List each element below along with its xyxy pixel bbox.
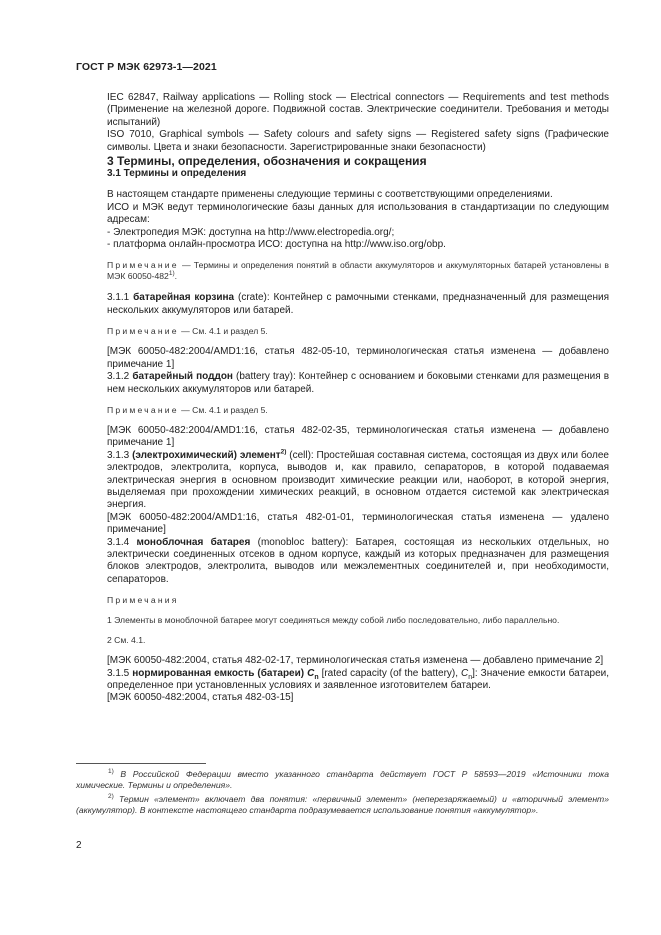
term-source: [МЭК 60050-482:2004/AMD1:16, статья 482-01-01, терминологическая статья изменена — удалено примечание]	[107, 511, 609, 536]
note-text: — Термины и определения понятий в области аккумуляторов и аккумуляторных батарей установлены в МЭК 60050-482	[107, 260, 609, 282]
term-source: [МЭК 60050-482:2004/AMD1:16, статья 482-05-10, терминологическая статья изменена — добавлено примечание 1]	[107, 346, 609, 370]
note-label: Примечание	[107, 260, 179, 271]
intro-paragraph-2: ИСО и МЭК ведут терминологические базы данных для использования в стандартизации по следующим адресам:	[107, 201, 609, 226]
database-list	[107, 227, 609, 252]
reference-iec-62847: IEC 62847, Railway applications — Rolling stock — Electrical connectors — Requirements and test methods (Применение на железной дороге. Подвижной состав. Электрические соединители. Требования и методы испытаний)	[107, 92, 609, 128]
term-name: батарейная корзина	[133, 292, 235, 304]
section-title: 3 Термины, определения, обозначения и сокращения	[107, 154, 427, 169]
footnote-1: $^{1)}$ В Российской Федерации вместо указанного стандарта действует ГОСТ Р 58593—2019 «Источники тока химические. Термины и определения».	[76, 768, 609, 790]
footnote-ref-2: 2)	[280, 448, 287, 456]
term-3-1-5: 3.1.5 нормированная емкость (батареи) $C_n$ [rated capacity (of the battery), $C_n$]: Значение емкости батареи, определенное при установленных условиях и заявленное изготовителем батареи.	[107, 667, 609, 691]
page-number: 2	[76, 840, 82, 851]
term-3-1-4: 3.1.4 моноблочная батарея (monobloc battery): Батарея, состоящая из нескольких отдельных, но электрически соединенных отсеков в одном корпусе, каждый из которых предназначен для размещения блоков электродов, электролита, выводов или межэлементных соединителей и, при необходимости, сепараторов.	[107, 536, 609, 585]
term-name: моноблочная батарея	[136, 536, 251, 548]
running-header: ГОСТ Р МЭК 62973-1—2021	[76, 61, 217, 73]
term-definition: (cell): Простейшая составная система, состоящая из двух или более электродов, электролита, корпуса, выводов и, как правило, сепараторов, в которой подаваемая электрическая энергия в основном производит химические реакции или, наоборот, в которой энергия, выделяемая при прохождении химических реакций, в основном отдается системой как электрическая энергия.	[107, 449, 609, 511]
page-body	[107, 92, 609, 705]
term-name: нормированная емкость (батареи)	[132, 667, 308, 679]
term-source: [МЭК 60050-482:2004/AMD1:16, статья 482-02-35, терминологическая статья изменена — добавлено примечание 1]	[107, 424, 609, 449]
term-definition: (crate): Контейнер с рамочными стенками, предназначенный для размещения нескольких аккумуляторов или батарей.	[107, 292, 610, 316]
term-definition: [rated capacity (of the battery),	[318, 667, 461, 679]
footnote-separator	[76, 763, 206, 764]
term-name: (электрохимический) элемент	[132, 449, 281, 461]
term-note-2: 2 См. 4.1.	[107, 635, 146, 646]
list-item: - платформа онлайн-просмотра ИСО: доступна на http://www.iso.org/obp.	[107, 239, 446, 251]
term-note: Примечание — См. 4.1 и раздел 5.	[107, 404, 268, 415]
term-name: батарейный поддон	[132, 371, 233, 383]
intro-paragraph-1: В настоящем стандарте применены следующие термины с соответствующими определениями.	[107, 189, 553, 201]
term-note-1: 1 Элементы в моноблочной батарее могут соединяться между собой либо последовательно, либо параллельно.	[107, 615, 560, 626]
term-3-1-3: 3.1.3 (электрохимический) элемент$^{2)}$ (cell): Простейшая составная система, состоящая из двух или более электродов, электролита, корпуса, выводов и, как правило, сепараторов, в которой подаваемая электрическая энергия в основном производит химические реакции или, наоборот, в которой энергия, выделяемая при прохождении химических реакций, в основном отдается системой как электрическая энергия.	[107, 448, 609, 511]
normative-references-continued	[107, 92, 609, 154]
term-3-1-2: 3.1.2 батарейный поддон (battery tray): Контейнер с основанием и боковыми стенками для размещения в нем нескольких аккумуляторов или батарей.	[107, 371, 610, 395]
footnotes	[76, 769, 609, 819]
subsection-title: 3.1 Термины и определения	[107, 168, 247, 180]
term-symbol: C	[307, 667, 315, 679]
term-source: [МЭК 60050-482:2004, статья 482-02-17, терминологическая статья изменена — добавлено примечание 2]	[107, 655, 604, 667]
footnote-2: $^{2)}$ Термин «элемент» включает два понятия: «первичный элемент» (неперезаряжаемый) и «вторичный элемент» (аккумулятор). В контексте настоящего стандарта подразумевается использование понятия «аккумулятор».	[76, 793, 609, 815]
footnote-ref-1: 1)	[168, 270, 175, 278]
term-notes-label: Примечания	[107, 595, 179, 606]
term-source: [МЭК 60050-482:2004, статья 482-03-15]	[107, 692, 294, 704]
list-item: - Электропедия МЭК: доступна на http://www.electropedia.org/;	[107, 226, 395, 238]
term-definition: (monobloc battery): Батарея, состоящая из нескольких отдельных, но электрически соединенных отсеков в одном корпусе, каждый из которых предназначен для размещения блоков электродов, электролита, выводов или межэлементных соединителей и, при необходимости, сепараторов.	[107, 536, 609, 585]
term-definition: (battery tray): Контейнер с основанием и боковыми стенками для размещения в нем нескольких аккумуляторов или батарей.	[107, 371, 610, 395]
term-note: Примечание — См. 4.1 и раздел 5.	[107, 326, 268, 337]
reference-iso-7010: ISO 7010, Graphical symbols — Safety colours and safety signs — Registered safety signs (Графические символы. Цвета и знаки безопасности. Зарегистрированные знаки безопасности)	[107, 129, 609, 153]
term-3-1-1: 3.1.1 батарейная корзина (crate): Контейнер с рамочными стенками, предназначенный для размещения нескольких аккумуляторов или батарей.	[107, 292, 610, 316]
section-note: Примечание — Термины и определения понятий в области аккумуляторов и аккумуляторных батарей установлены в МЭК 60050-482$^{1)}$.	[107, 260, 609, 282]
